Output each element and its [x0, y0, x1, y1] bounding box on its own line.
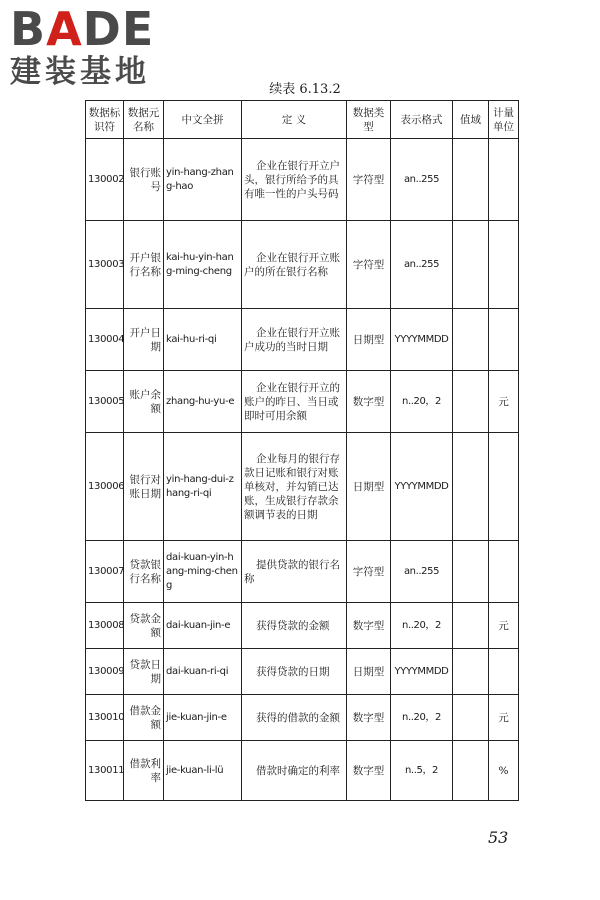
header-format: 表示格式 — [391, 101, 453, 139]
table-row — [86, 603, 519, 649]
cell-id: 130010 — [86, 695, 124, 741]
cell-format: YYYYMMDD — [391, 433, 453, 541]
table-row — [86, 649, 519, 695]
cell-id: 130007 — [86, 541, 124, 603]
table-header-row — [86, 101, 519, 139]
cell-format: an..255 — [391, 221, 453, 309]
table-row — [86, 221, 519, 309]
cell-domain — [453, 309, 489, 371]
table-row — [86, 371, 519, 433]
cell-type: 数字型 — [347, 603, 391, 649]
cell-name: 贷款日期 — [124, 649, 164, 695]
cell-definition: 企业在银行开立户头，银行所给予的具有唯一性的户头号码 — [242, 139, 347, 221]
header-definition: 定 义 — [242, 101, 347, 139]
cell-type: 数字型 — [347, 695, 391, 741]
cell-unit — [489, 309, 519, 371]
cell-type: 日期型 — [347, 309, 391, 371]
cell-name: 开户日期 — [124, 309, 164, 371]
cell-definition: 企业在银行开立的账户的昨日、当日或即时可用余额 — [242, 371, 347, 433]
header-unit: 计量单位 — [489, 101, 519, 139]
table-row — [86, 139, 519, 221]
header-name: 数据元名称 — [124, 101, 164, 139]
cell-format: n..20，2 — [391, 603, 453, 649]
cell-domain — [453, 741, 489, 801]
cell-name: 银行账号 — [124, 139, 164, 221]
cell-definition: 企业在银行开立账户成功的当时日期 — [242, 309, 347, 371]
cell-pinyin: dai-kuan-jin-e — [164, 603, 242, 649]
cell-domain — [453, 221, 489, 309]
cell-type: 字符型 — [347, 541, 391, 603]
table-row — [86, 695, 519, 741]
table-row — [86, 309, 519, 371]
cell-unit: 元 — [489, 603, 519, 649]
cell-type: 日期型 — [347, 649, 391, 695]
table-body — [86, 139, 519, 801]
table-row — [86, 433, 519, 541]
cell-unit: 元 — [489, 371, 519, 433]
cell-pinyin: yin-hang-zhang-hao — [164, 139, 242, 221]
table-caption: 续表 6.13.2 — [269, 82, 341, 97]
cell-format: YYYYMMDD — [391, 649, 453, 695]
cell-definition: 借款时确定的利率 — [242, 741, 347, 801]
table-row — [86, 741, 519, 801]
cell-domain — [453, 541, 489, 603]
cell-id: 130011 — [86, 741, 124, 801]
cell-name: 借款利率 — [124, 741, 164, 801]
cell-pinyin: dai-kuan-yin-hang-ming-cheng — [164, 541, 242, 603]
cell-name: 贷款金额 — [124, 603, 164, 649]
table-row — [86, 541, 519, 603]
cell-format: an..255 — [391, 541, 453, 603]
cell-format: n..20，2 — [391, 371, 453, 433]
header-type: 数据类型 — [347, 101, 391, 139]
cell-type: 数字型 — [347, 741, 391, 801]
cell-unit — [489, 649, 519, 695]
page-number: 53 — [488, 828, 509, 847]
cell-definition: 获得贷款的金额 — [242, 603, 347, 649]
cell-type: 字符型 — [347, 139, 391, 221]
cell-domain — [453, 603, 489, 649]
cell-definition: 获得的借款的金额 — [242, 695, 347, 741]
cell-unit: % — [489, 741, 519, 801]
cell-domain — [453, 695, 489, 741]
cell-type: 日期型 — [347, 433, 391, 541]
header-id: 数据标识符 — [86, 101, 124, 139]
cell-unit — [489, 221, 519, 309]
cell-unit — [489, 433, 519, 541]
cell-id: 130005 — [86, 371, 124, 433]
cell-pinyin: yin-hang-dui-zhang-ri-qi — [164, 433, 242, 541]
cell-unit — [489, 139, 519, 221]
cell-pinyin: zhang-hu-yu-e — [164, 371, 242, 433]
header-domain: 值域 — [453, 101, 489, 139]
cell-definition: 企业在银行开立账户的所在银行名称 — [242, 221, 347, 309]
data-element-table — [85, 100, 519, 801]
cell-id: 130003 — [86, 221, 124, 309]
cell-name: 贷款银行名称 — [124, 541, 164, 603]
cell-type: 字符型 — [347, 221, 391, 309]
cell-id: 130009 — [86, 649, 124, 695]
cell-domain — [453, 371, 489, 433]
cell-id: 130006 — [86, 433, 124, 541]
logo-wordmark: BADE — [10, 2, 155, 56]
cell-domain — [453, 139, 489, 221]
cell-id: 130002 — [86, 139, 124, 221]
header-pinyin: 中文全拼 — [164, 101, 242, 139]
cell-format: an..255 — [391, 139, 453, 221]
cell-pinyin: dai-kuan-ri-qi — [164, 649, 242, 695]
cell-domain — [453, 649, 489, 695]
logo-subtitle: 建装基地 — [10, 54, 150, 90]
cell-name: 账户余额 — [124, 371, 164, 433]
cell-unit — [489, 541, 519, 603]
cell-pinyin: jie-kuan-li-lü — [164, 741, 242, 801]
cell-domain — [453, 433, 489, 541]
cell-name: 借款金额 — [124, 695, 164, 741]
cell-name: 开户银行名称 — [124, 221, 164, 309]
cell-definition: 获得贷款的日期 — [242, 649, 347, 695]
cell-id: 130004 — [86, 309, 124, 371]
cell-pinyin: kai-hu-ri-qi — [164, 309, 242, 371]
cell-definition: 提供贷款的银行名称 — [242, 541, 347, 603]
cell-unit: 元 — [489, 695, 519, 741]
cell-format: n..20，2 — [391, 695, 453, 741]
cell-type: 数字型 — [347, 371, 391, 433]
cell-format: YYYYMMDD — [391, 309, 453, 371]
cell-id: 130008 — [86, 603, 124, 649]
cell-name: 银行对账日期 — [124, 433, 164, 541]
cell-format: n..5，2 — [391, 741, 453, 801]
cell-pinyin: kai-hu-yin-hang-ming-cheng — [164, 221, 242, 309]
cell-definition: 企业每月的银行存款日记账和银行对账单核对，并勾销已达账，生成银行存款余额调节表的日期 — [242, 433, 347, 541]
cell-pinyin: jie-kuan-jin-e — [164, 695, 242, 741]
